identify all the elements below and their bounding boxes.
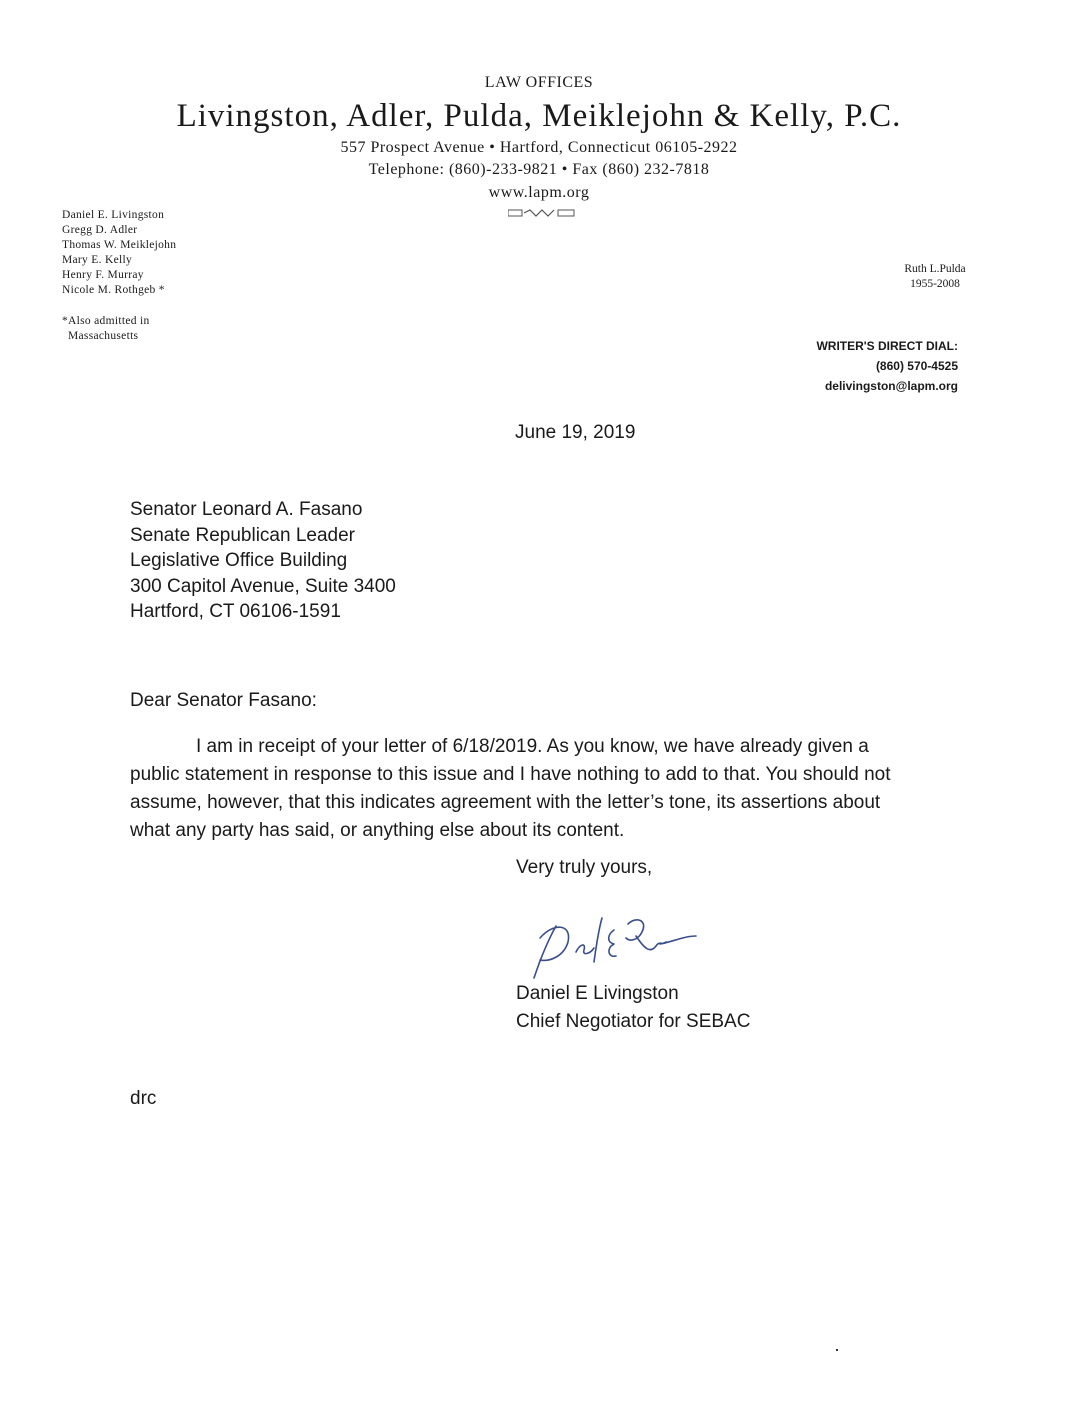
letter-body [130, 733, 960, 845]
letter-date: June 19, 2019 [515, 422, 636, 443]
firm-address: 557 Prospect Avenue • Hartford, Connecticut 06105-2922 [340, 139, 738, 156]
partner-name: Nicole M. Rothgeb * [62, 284, 165, 296]
law-offices-heading: LAW OFFICES [484, 74, 594, 91]
admitted-note [62, 314, 150, 344]
memorial-name: Ruth L.Pulda [904, 263, 966, 275]
direct-dial-email: delivingston@lapm.org [824, 379, 958, 393]
addressee-line: Hartford, CT 06106-1591 [130, 601, 341, 622]
firm-name: Livingston, Adler, Pulda, Meiklejohn & Kelly, P.C. [176, 98, 902, 134]
body-line: assume, however, that this indicates agreement with the letter’s tone, its assertions about [130, 792, 881, 813]
partner-list [62, 208, 176, 298]
salutation: Dear Senator Fasano: [130, 690, 317, 711]
firm-phone-fax: Telephone: (860)-233-9821 • Fax (860) 232-7818 [368, 161, 710, 178]
firm-website: www.lapm.org [488, 184, 590, 201]
memorial-years: 1955-2008 [910, 278, 960, 290]
typist-initials: drc [130, 1088, 157, 1109]
partner-name: Daniel E. Livingston [62, 209, 165, 221]
addressee-line: Senate Republican Leader [130, 524, 356, 546]
addressee-line: 300 Capitol Avenue, Suite 3400 [130, 575, 396, 597]
union-label-icon [508, 208, 576, 218]
body-line: I am in receipt of your letter of 6/18/2019. As you know, we have already given a [196, 736, 869, 757]
signer-block [516, 980, 750, 1036]
direct-dial-phone: (860) 570-4525 [875, 359, 958, 373]
addressee-block [130, 497, 396, 625]
partner-name: Thomas W. Meiklejohn [62, 239, 177, 251]
admitted-note-line: Massachusetts [68, 330, 139, 342]
body-line: what any party has said, or anything else about its content. [130, 820, 625, 841]
direct-dial-block [740, 336, 958, 396]
handwritten-signature [510, 908, 700, 980]
body-line: public statement in response to this issue and I have nothing to add to that. You should not [130, 764, 891, 785]
partner-name: Henry F. Murray [62, 269, 144, 281]
addressee-line: Senator Leonard A. Fasano [130, 499, 363, 520]
direct-dial-label: WRITER'S DIRECT DIAL: [816, 339, 958, 353]
signer-name: Daniel E Livingston [516, 983, 679, 1004]
admitted-note-line: *Also admitted in [62, 315, 150, 327]
memorial-note [880, 262, 990, 292]
stray-mark [836, 1349, 838, 1351]
partner-name: Mary E. Kelly [62, 254, 133, 266]
addressee-line: Legislative Office Building [130, 550, 348, 571]
signer-title: Chief Negotiator for SEBAC [516, 1011, 751, 1032]
partner-name: Gregg D. Adler [62, 224, 138, 236]
closing: Very truly yours, [516, 857, 653, 878]
